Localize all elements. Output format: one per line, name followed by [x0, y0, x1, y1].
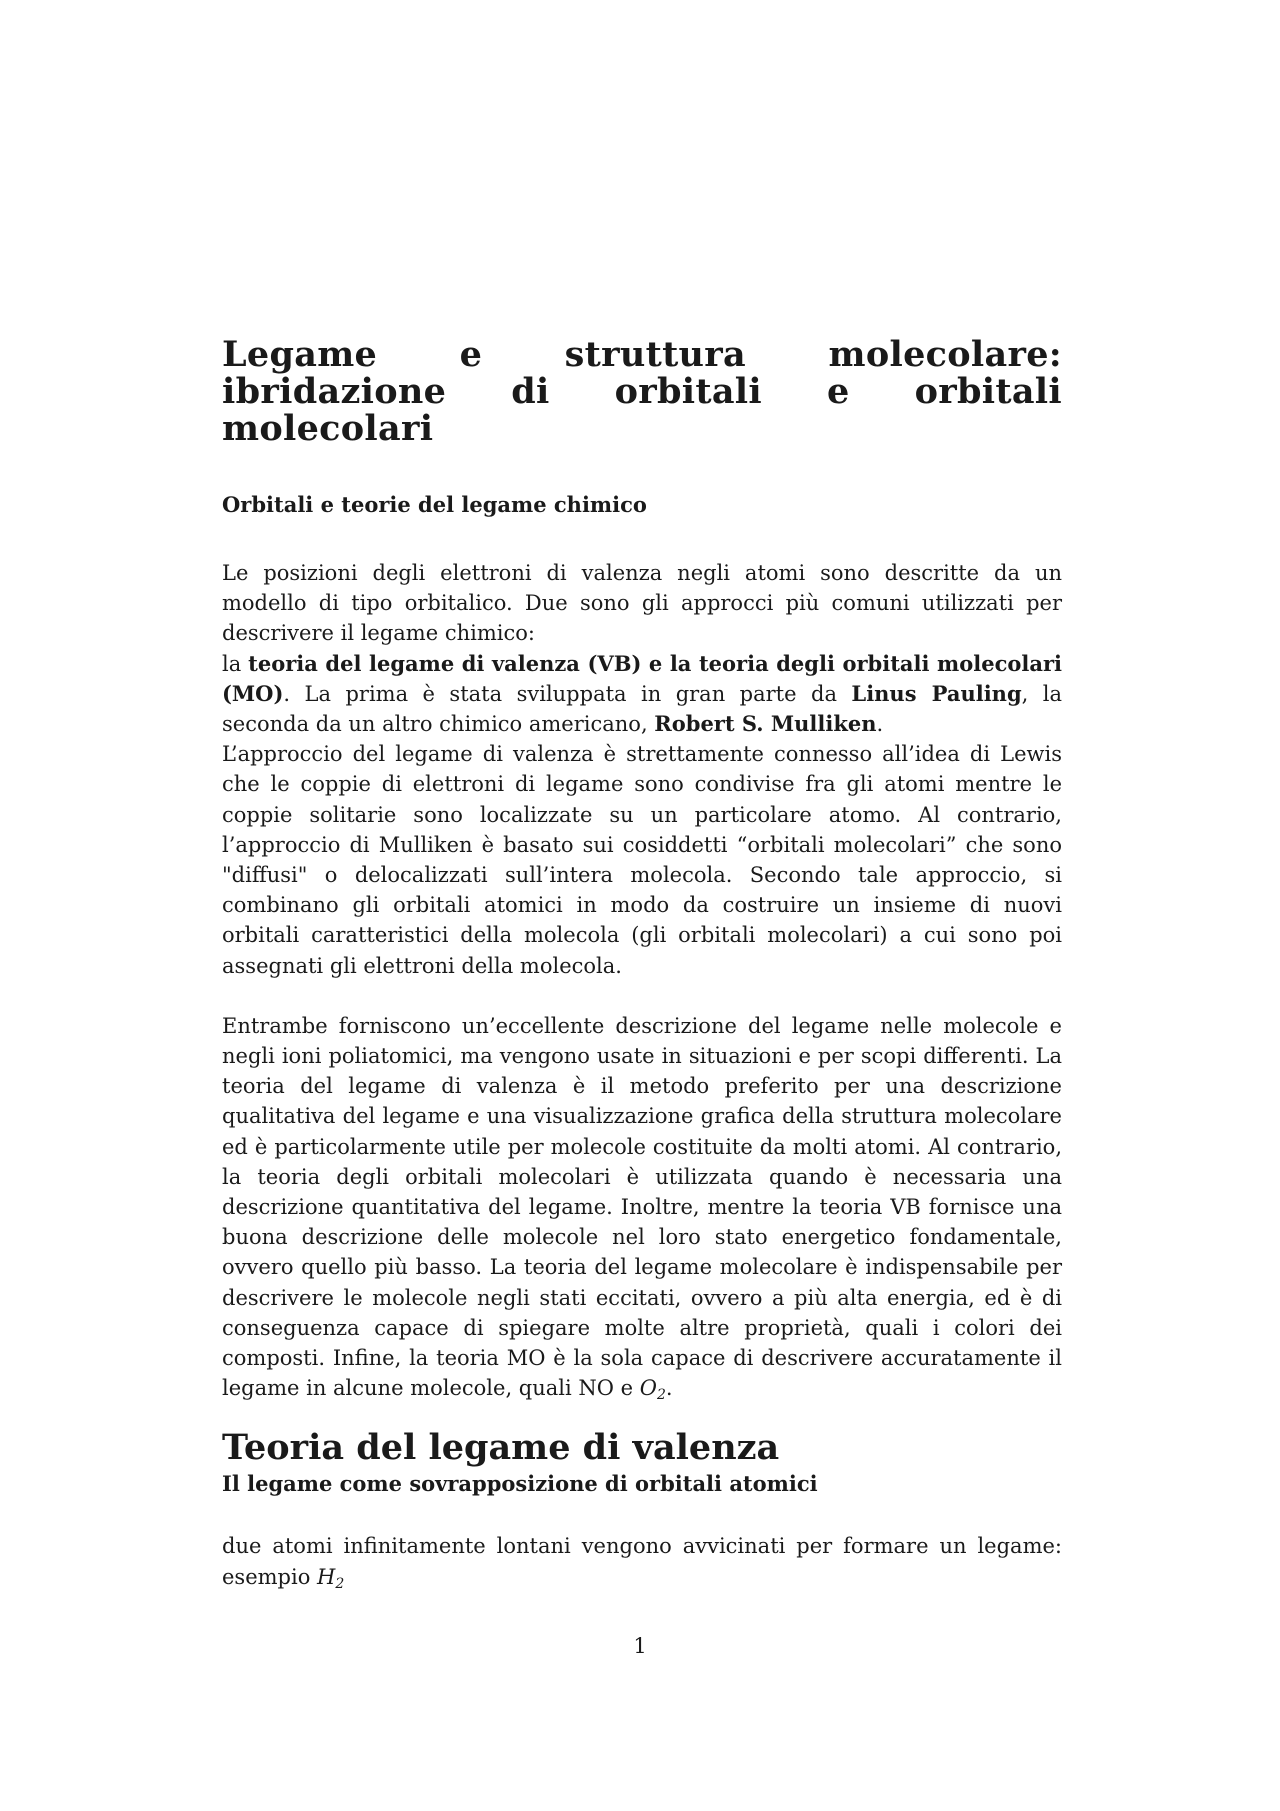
document-page — [222, 336, 1062, 1592]
intro-la: la — [222, 651, 249, 676]
mulliken-name: Robert S. Mulliken — [654, 711, 877, 737]
last-text: due atomi infinitamente lontani vengono avvicinati per formare un legame: esempio — [222, 1534, 1062, 1589]
section-subtitle: Il legame come sovrapposizione di orbitali atomici — [222, 1471, 818, 1497]
vb-paragraph: L’approccio del legame di valenza è strettamente connesso all’idea di Lewis che le coppie di elettroni di legame sono condivise fra gli atomi mentre le coppie solitarie sono localizzate su un particolare atomo. Al contrario, l’approccio di Mulliken è basato sui cosiddetti “orbitali molecolari” che sono "diffusi" o delocalizzati sull’intera molecola. Secondo tale approccio, si combinano gli orbitali atomici in modo da costruire un insieme di nuovi orbitali caratteristici della molecola (gli orbitali molecolari) a cui sono poi assegnati gli elettroni della molecola. — [222, 742, 1062, 978]
intro-after-bold: . La prima è stata sviluppata in gran parte da — [283, 681, 852, 706]
subsection-title: Orbitali e teorie del legame chimico — [222, 492, 647, 517]
pauling-name: Linus Pauling — [851, 680, 1022, 706]
o2-base: O — [639, 1376, 657, 1401]
last-paragraph — [222, 1531, 1062, 1591]
o2-end: . — [665, 1376, 673, 1401]
intro-middle: , la seconda da un altro chimico americano, — [222, 681, 1062, 737]
page-number: 1 — [633, 1634, 647, 1658]
intro-paragraph — [222, 558, 1062, 739]
section-title: Teoria del legame di valenza — [222, 1427, 780, 1469]
h2-sub: 2 — [335, 1575, 345, 1592]
intro-end: . — [876, 712, 884, 737]
h2-base: H — [317, 1564, 336, 1589]
compare-paragraph — [222, 1011, 1062, 1404]
o2-formula — [639, 1376, 666, 1404]
h2-formula — [317, 1564, 345, 1592]
o2-sub: 2 — [656, 1387, 666, 1404]
intro-text: Le posizioni degli elettroni di valenza negli atomi sono descritte da un modello di tipo orbitalico. Due sono gli approcci più comuni utilizzati per descrivere il legame chimico: — [222, 561, 1062, 646]
compare-text: Entrambe forniscono un’eccellente descrizione del legame nelle molecole e negli ioni poliatomici, ma vengono usate in situazioni e per scopi differenti. La teoria del legame di valenza è il metodo preferito per una descrizione qualitativa del legame e una visualizzazione grafica della struttura molecolare ed è particolarmente utile per molecole costituite da molti atomi. Al contrario, la teoria degli orbitali molecolari è utilizzata quando è necessaria una descrizione quantitativa del legame. Inoltre, mentre la teoria VB fornisce una buona descrizione delle molecole nel loro stato energetico fondamentale, ovvero quello più basso. La teoria del legame molecolare è indispensabile per descrivere le molecole negli stati eccitati, ovvero a più alta energia, ed è di conseguenza capace di spiegare molte altre proprietà, quali i colori dei composti. Infine, la teoria MO è la sola capace di descrivere accuratamente il legame in alcune molecole, quali NO e — [222, 1013, 1062, 1401]
document-title: Legame e struttura molecolare: ibridazione di orbitali e orbitali molecolari — [222, 334, 1062, 449]
vb-mo-bold: teoria del legame di valenza (VB) e la teoria degli orbitali molecolari (MO) — [222, 650, 1062, 706]
